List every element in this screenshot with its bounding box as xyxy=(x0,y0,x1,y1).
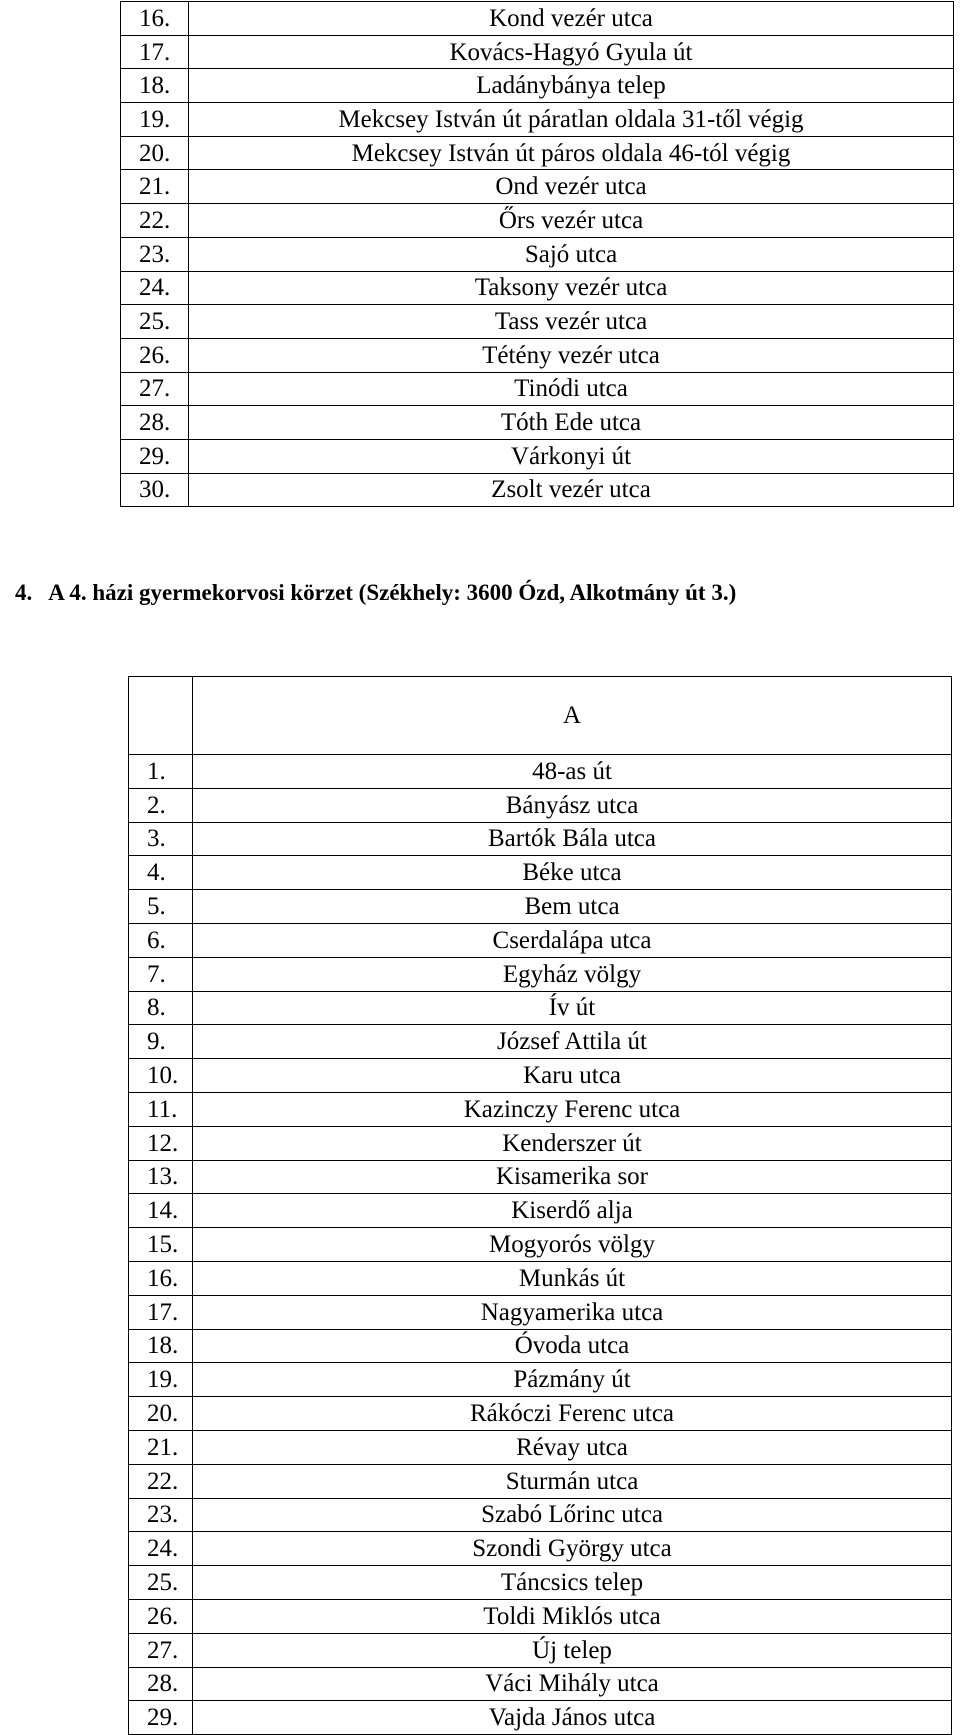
table-row xyxy=(129,1599,952,1633)
row-number: 17. xyxy=(129,1295,193,1329)
street-name: Mekcsey István út páratlan oldala 31-től végig xyxy=(189,103,954,137)
street-name: Óvoda utca xyxy=(193,1329,952,1363)
street-name: Bem utca xyxy=(193,890,952,924)
table-row xyxy=(129,991,952,1025)
row-number: 20. xyxy=(129,1397,193,1431)
row-number: 28. xyxy=(129,1667,193,1701)
row-number: 26. xyxy=(121,338,189,372)
table-row xyxy=(121,35,954,69)
row-number: 25. xyxy=(129,1566,193,1600)
table-row xyxy=(129,1059,952,1093)
table-row xyxy=(129,1498,952,1532)
table-header-row xyxy=(129,677,952,755)
table-row xyxy=(129,923,952,957)
table-row xyxy=(129,822,952,856)
table-row xyxy=(121,69,954,103)
row-number: 7. xyxy=(129,957,193,991)
table-row xyxy=(129,1228,952,1262)
street-name: Tétény vezér utca xyxy=(189,338,954,372)
table-row xyxy=(121,136,954,170)
row-number: 21. xyxy=(121,170,189,204)
row-number: 17. xyxy=(121,35,189,69)
street-name: Új telep xyxy=(193,1633,952,1667)
table-row xyxy=(121,406,954,440)
street-name: Kovács-Hagyó Gyula út xyxy=(189,35,954,69)
table-row xyxy=(129,1126,952,1160)
row-number: 6. xyxy=(129,923,193,957)
table-row xyxy=(129,957,952,991)
street-name: Egyház völgy xyxy=(193,957,952,991)
street-name: Tóth Ede utca xyxy=(189,406,954,440)
table-row xyxy=(121,271,954,305)
street-table-district-4 xyxy=(128,676,952,1735)
street-name: Révay utca xyxy=(193,1430,952,1464)
street-name: Szabó Lőrinc utca xyxy=(193,1498,952,1532)
street-table-continued xyxy=(120,1,954,507)
table-row xyxy=(129,1532,952,1566)
table-row xyxy=(129,890,952,924)
table-row xyxy=(121,338,954,372)
street-name: Cserdalápa utca xyxy=(193,923,952,957)
row-number: 27. xyxy=(129,1633,193,1667)
street-name: Tass vezér utca xyxy=(189,305,954,339)
table-row xyxy=(121,204,954,238)
street-name: Kisamerika sor xyxy=(193,1160,952,1194)
table-row xyxy=(129,1701,952,1735)
street-name: 48-as út xyxy=(193,755,952,789)
row-number: 23. xyxy=(129,1498,193,1532)
table-row xyxy=(121,372,954,406)
row-number: 29. xyxy=(129,1701,193,1735)
row-number: 18. xyxy=(121,69,189,103)
table-row xyxy=(129,1633,952,1667)
street-name: Sturmán utca xyxy=(193,1464,952,1498)
street-name: Kiserdő alja xyxy=(193,1194,952,1228)
table-row xyxy=(129,1194,952,1228)
row-number: 1. xyxy=(129,755,193,789)
row-number: 8. xyxy=(129,991,193,1025)
row-number: 16. xyxy=(121,2,189,36)
row-number: 25. xyxy=(121,305,189,339)
table-row xyxy=(129,755,952,789)
street-name: Bányász utca xyxy=(193,788,952,822)
row-number: 30. xyxy=(121,473,189,507)
table-row xyxy=(121,2,954,36)
row-number: 14. xyxy=(129,1194,193,1228)
district-heading: 4. A 4. házi gyermekorvosi körzet (Székhely: 3600 Ózd, Alkotmány út 3.) xyxy=(15,580,737,605)
row-number: 27. xyxy=(121,372,189,406)
street-name: Rákóczi Ferenc utca xyxy=(193,1397,952,1431)
row-number: 24. xyxy=(129,1532,193,1566)
street-name: Karu utca xyxy=(193,1059,952,1093)
row-number: 4. xyxy=(129,856,193,890)
row-number: 22. xyxy=(121,204,189,238)
street-name: Kenderszer út xyxy=(193,1126,952,1160)
table-row xyxy=(121,237,954,271)
street-table-body xyxy=(121,2,954,507)
header-column-label: A xyxy=(193,677,952,755)
table-row xyxy=(129,1329,952,1363)
street-name: Táncsics telep xyxy=(193,1566,952,1600)
street-name: Bartók Bála utca xyxy=(193,822,952,856)
street-name: Őrs vezér utca xyxy=(189,204,954,238)
table-row xyxy=(129,1430,952,1464)
street-name: Ív út xyxy=(193,991,952,1025)
row-number: 28. xyxy=(121,406,189,440)
street-name: Munkás út xyxy=(193,1261,952,1295)
table-row xyxy=(129,1464,952,1498)
street-name: Sajó utca xyxy=(189,237,954,271)
street-name: Ladánybánya telep xyxy=(189,69,954,103)
street-name: Toldi Miklós utca xyxy=(193,1599,952,1633)
row-number: 10. xyxy=(129,1059,193,1093)
row-number: 24. xyxy=(121,271,189,305)
row-number: 13. xyxy=(129,1160,193,1194)
table-row xyxy=(129,1025,952,1059)
table-row xyxy=(129,1363,952,1397)
row-number: 2. xyxy=(129,788,193,822)
table-row xyxy=(121,170,954,204)
street-name: Váci Mihály utca xyxy=(193,1667,952,1701)
street-name: Taksony vezér utca xyxy=(189,271,954,305)
street-name: Kazinczy Ferenc utca xyxy=(193,1092,952,1126)
street-name: Vajda János utca xyxy=(193,1701,952,1735)
row-number: 16. xyxy=(129,1261,193,1295)
table-row xyxy=(129,1397,952,1431)
row-number: 11. xyxy=(129,1092,193,1126)
row-number: 5. xyxy=(129,890,193,924)
table-row xyxy=(129,788,952,822)
table-row xyxy=(129,1295,952,1329)
row-number: 29. xyxy=(121,439,189,473)
row-number: 19. xyxy=(129,1363,193,1397)
row-number: 22. xyxy=(129,1464,193,1498)
row-number: 12. xyxy=(129,1126,193,1160)
street-name: Zsolt vezér utca xyxy=(189,473,954,507)
row-number: 9. xyxy=(129,1025,193,1059)
street-name: Ond vezér utca xyxy=(189,170,954,204)
row-number: 19. xyxy=(121,103,189,137)
street-name: Tinódi utca xyxy=(189,372,954,406)
row-number: 3. xyxy=(129,822,193,856)
table-row xyxy=(129,1160,952,1194)
table-row xyxy=(129,1667,952,1701)
table-row xyxy=(129,856,952,890)
row-number: 18. xyxy=(129,1329,193,1363)
row-number: 15. xyxy=(129,1228,193,1262)
table-row xyxy=(121,305,954,339)
row-number: 21. xyxy=(129,1430,193,1464)
table-row xyxy=(129,1566,952,1600)
row-number: 20. xyxy=(121,136,189,170)
table-row xyxy=(121,473,954,507)
street-name: Mekcsey István út páros oldala 46-tól végig xyxy=(189,136,954,170)
header-num-cell xyxy=(129,677,193,755)
street-name: Nagyamerika utca xyxy=(193,1295,952,1329)
table-row xyxy=(121,439,954,473)
table-row xyxy=(121,103,954,137)
street-name: Várkonyi út xyxy=(189,439,954,473)
street-name: József Attila út xyxy=(193,1025,952,1059)
table-row xyxy=(129,1261,952,1295)
street-name: Pázmány út xyxy=(193,1363,952,1397)
row-number: 23. xyxy=(121,237,189,271)
street-table-body xyxy=(129,677,952,1735)
table-row xyxy=(129,1092,952,1126)
street-name: Kond vezér utca xyxy=(189,2,954,36)
street-name: Mogyorós völgy xyxy=(193,1228,952,1262)
row-number: 26. xyxy=(129,1599,193,1633)
street-name: Szondi György utca xyxy=(193,1532,952,1566)
street-name: Béke utca xyxy=(193,856,952,890)
